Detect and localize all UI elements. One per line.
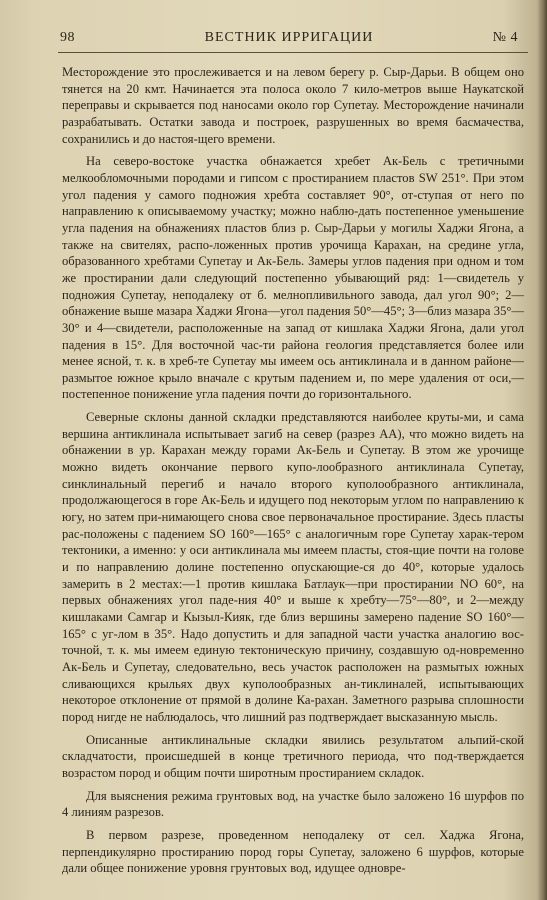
paragraph-3: Северные склоны данной складки представляются наиболее круты-ми, и сама вершина антиклинала испытывает загиб на север (разрез АА), что можно видеть на обнажении в ур. Карахан между горами Ак-Бель и Супетау. В этом же урочище можно видеть окончание первого купо-лообразного антиклинала Супетау, синклинальный перегиб и начало второго куполообразного антиклинала, продолжающегося в горе Ак-Бель и идущего под некоторым углом по направлению к югу, но затем при-нимающего снова свое первоначальное простирание. Здесь пласты рас-положены с падением SO 160°—165° с аналогичным горе Супетау харак-тером тектоники, а именно: у оси антиклинала мы имеем пласты, стоя-щие почти на голове и по направлению долине постепенно опускающие-ся до 40°, которые удалось замерить в 2 местах:—1 против кишлака Батлаук—при простирании NO 60°, на первых обнажениях угол паде-ния 40° и выше к хребту—75°—80°, и 2—между кишлаками Самгар и Кызыл-Кияк, где близ вершины замерено падение SO 160°—165° с уг-лом в 35°. Надо допустить и для западной части участка аналогию вос-точной, т. к. мы имеем единую тектоническую причину, создавшую од-новременно Ак-Бель и Супетау, следовательно, весь участок расположен на размытых южных сливающихся крыльях двух куполообразных ан-тиклиналей, испытывающих некоторое отклонение от прямой в долине Ка-рахан. Заметного разрыва сплошности пород нигде не наблюдалось, что лишний раз подтверждает высказанную мысль. <box>62 410 524 724</box>
journal-title: ВЕСТНИК ИРРИГАЦИИ <box>204 30 374 45</box>
article-body <box>62 64 524 877</box>
paragraph-6: В первом разрезе, проведенном неподалеку от сел. Хаджа Ягона, перпендикулярно простиранию пород горы Супетау, заложено 6 шурфов, которые дали общее понижение уровня грунтовых вод, идущее одновре- <box>62 827 524 876</box>
book-spine-shadow <box>537 0 547 900</box>
paragraph-5: Для выяснения режима грунтовых вод, на участке было заложено 16 шурфов по 4 линиям разрезов. <box>62 788 524 820</box>
paragraph-2: На северо-востоке участка обнажается хребет Ак-Бель с третичными мелкообломочными породами и гипсом с простиранием пластов SW 251°. При этом угол падения у самого подножия хребта составляет 90°, от-ступая от него по направлению к описываемому участку; можно наблю-дать постепенное уменьшение угла падения на обнажениях пластов близ р. Сыр-Дарьи у могилы Хаджи Ягона, а также на свителях, распо-ложенных против урочища Карахан, на средине угла, образованного хребтами Супетау и Ак-Бель. Замеры углов падения при одном и том же простирании дали следующий постепенно убывающий ряд: 1—свидетель у подножия Супетау, неподалеку от б. мелнопливильного завода, дал угол 90°; 2—обнажение выше мазара Хаджи Ягона—угол падения 50°—45°; 3—близ мазара 35°—30° и 4—свидетели, расположенные на запад от кишлака Хаджи Ягона, дали угол падения в 15°. Для восточной час-ти района геология представляется более или менее ясной, т. к. в хреб-те Супетау мы имеем ось антиклинала и в данном районе—размытое южное крыло вначале с крутым падением и, по мере удаления от оси,—постепенное понижение угла падения почти до горизонтального. <box>62 154 524 402</box>
page-header <box>60 30 518 52</box>
page-number: 98 <box>60 30 75 45</box>
header-rule <box>58 52 528 53</box>
paragraph-1: Месторождение это прослеживается и на левом берегу р. Сыр-Дарьи. В общем оно тянется на 20 кмт. Начинается эта полоса около 7 кило-метров выше Наукатской переправы и скрывается под наносами около гор Супетау. Месторождение начинали разрабатывать. Остатки завода и построек, разрушенных во время басмачества, сохранились и до настоя-щего времени. <box>62 65 524 146</box>
issue-number: № 4 <box>492 30 518 45</box>
paragraph-4: Описанные антиклинальные складки явились результатом альпий-ской складчатости, происшедшей в конце третичного периода, что под-тверждается возрастом пород и общим почти широтным простиранием складок. <box>62 732 524 780</box>
